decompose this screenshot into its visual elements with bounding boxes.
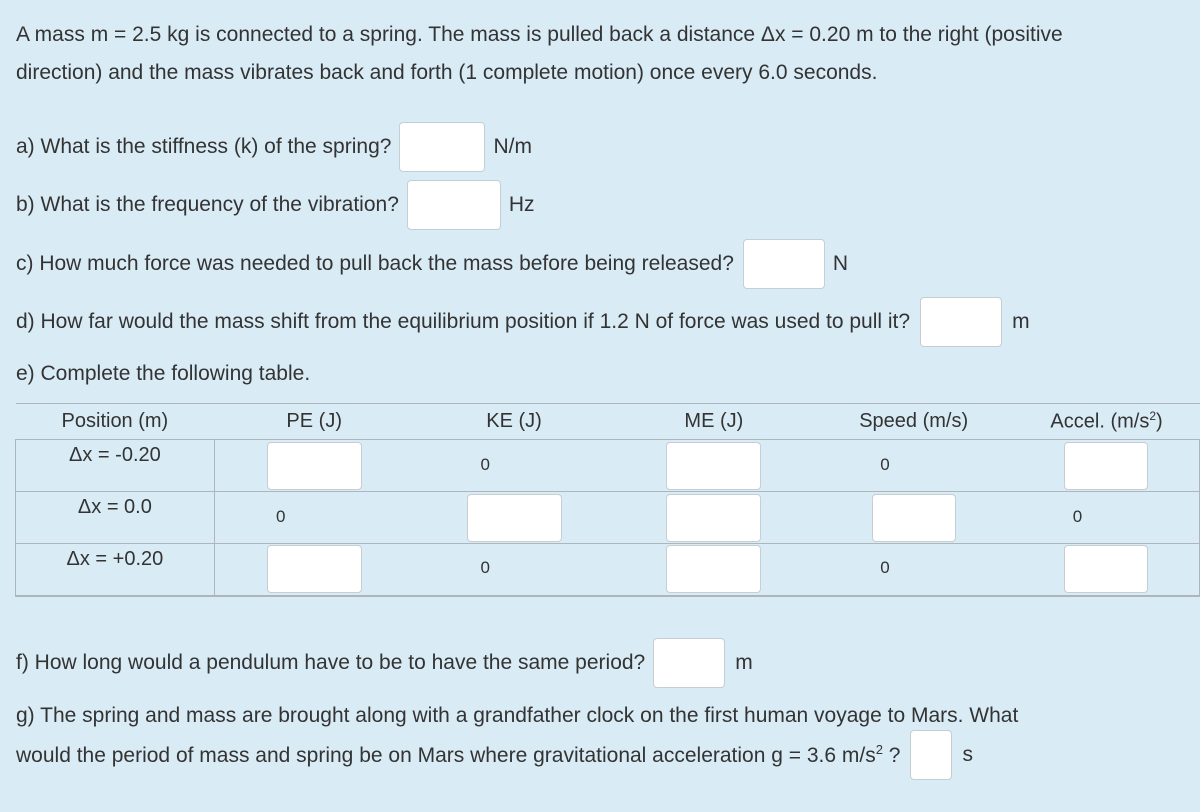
question-g-line-2: would the period of mass and spring be on Mars where gravitational acceleration g = 3.6 $m/s^2$ ? bbox=[16, 742, 901, 767]
row3-position: Δx = +0.20 bbox=[16, 544, 215, 596]
answer-g-input[interactable] bbox=[910, 730, 952, 780]
row2-speed-input[interactable] bbox=[872, 494, 956, 542]
answer-b-unit: Hz bbox=[508, 193, 535, 216]
row1-accel-input[interactable] bbox=[1064, 442, 1148, 490]
row2-accel-value: 0 bbox=[1072, 506, 1083, 526]
answer-c-input[interactable] bbox=[743, 239, 825, 289]
header-position: Position (m) bbox=[61, 410, 169, 432]
row1-ke-value: 0 bbox=[480, 454, 490, 474]
table-row bbox=[16, 492, 1200, 544]
question-f bbox=[16, 638, 753, 688]
intro-line-2: direction) and the mass vibrates back and forth (1 complete motion) once every 6.0 seconds. bbox=[16, 61, 878, 84]
answer-f-input[interactable] bbox=[653, 638, 725, 688]
energy-table bbox=[15, 403, 1200, 597]
question-f-text: f) How long would a pendulum have to be to have the same period? bbox=[16, 651, 646, 674]
row3-pe-input[interactable] bbox=[267, 545, 362, 593]
question-e-text: e) Complete the following table. bbox=[16, 362, 311, 385]
answer-g-unit: s bbox=[962, 743, 973, 766]
row2-ke-input[interactable] bbox=[467, 494, 562, 542]
row1-pe-input[interactable] bbox=[267, 442, 362, 490]
intro-line-1: A mass m = 2.5 kg is connected to a spring. The mass is pulled back a distance Δx = 0.20 m to the right (positive bbox=[16, 23, 1063, 46]
header-pe: PE (J) bbox=[286, 410, 342, 432]
row2-me-input[interactable] bbox=[666, 494, 761, 542]
row3-ke-value: 0 bbox=[480, 558, 490, 578]
header-me: ME (J) bbox=[684, 410, 744, 432]
row2-position: Δx = 0.0 bbox=[16, 492, 215, 544]
header-speed: Speed (m/s) bbox=[859, 410, 969, 432]
answer-a-unit: N/m bbox=[493, 135, 532, 158]
answer-c-unit: N bbox=[832, 252, 849, 275]
answer-a-input[interactable] bbox=[399, 122, 485, 172]
row2-pe-value: 0 bbox=[275, 506, 286, 526]
question-d bbox=[16, 297, 1030, 347]
header-ke: KE (J) bbox=[486, 410, 542, 432]
table-row bbox=[16, 544, 1200, 596]
question-g bbox=[16, 730, 973, 780]
question-d-text: d) How far would the mass shift from the equilibrium position if 1.2 N of force was used to pull it? bbox=[16, 310, 911, 333]
row3-accel-input[interactable] bbox=[1064, 545, 1148, 593]
header-accel: Accel. $(m/s^2)$ bbox=[1050, 409, 1163, 433]
table-row bbox=[16, 440, 1200, 492]
question-b bbox=[16, 180, 535, 230]
problem-statement bbox=[16, 16, 1063, 92]
row3-me-input[interactable] bbox=[666, 545, 761, 593]
answer-b-input[interactable] bbox=[407, 180, 501, 230]
answer-d-input[interactable] bbox=[920, 297, 1002, 347]
answer-d-unit: m bbox=[1012, 310, 1030, 333]
row1-speed-value: 0 bbox=[880, 454, 890, 474]
question-b-text: b) What is the frequency of the vibration? bbox=[16, 193, 399, 216]
row1-me-input[interactable] bbox=[666, 442, 761, 490]
question-a bbox=[16, 122, 532, 172]
question-g-line-1: g) The spring and mass are brought along with a grandfather clock on the first human voyage to Mars. What bbox=[16, 704, 1019, 727]
question-c-text: c) How much force was needed to pull back the mass before being released? bbox=[16, 252, 734, 275]
question-a-text: a) What is the stiffness (k) of the spring? bbox=[16, 135, 392, 158]
table-header-row bbox=[16, 404, 1200, 440]
answer-f-unit: m bbox=[735, 651, 753, 674]
question-c bbox=[16, 239, 848, 289]
row1-position: Δx = -0.20 bbox=[16, 440, 215, 492]
row3-speed-value: 0 bbox=[880, 558, 890, 578]
